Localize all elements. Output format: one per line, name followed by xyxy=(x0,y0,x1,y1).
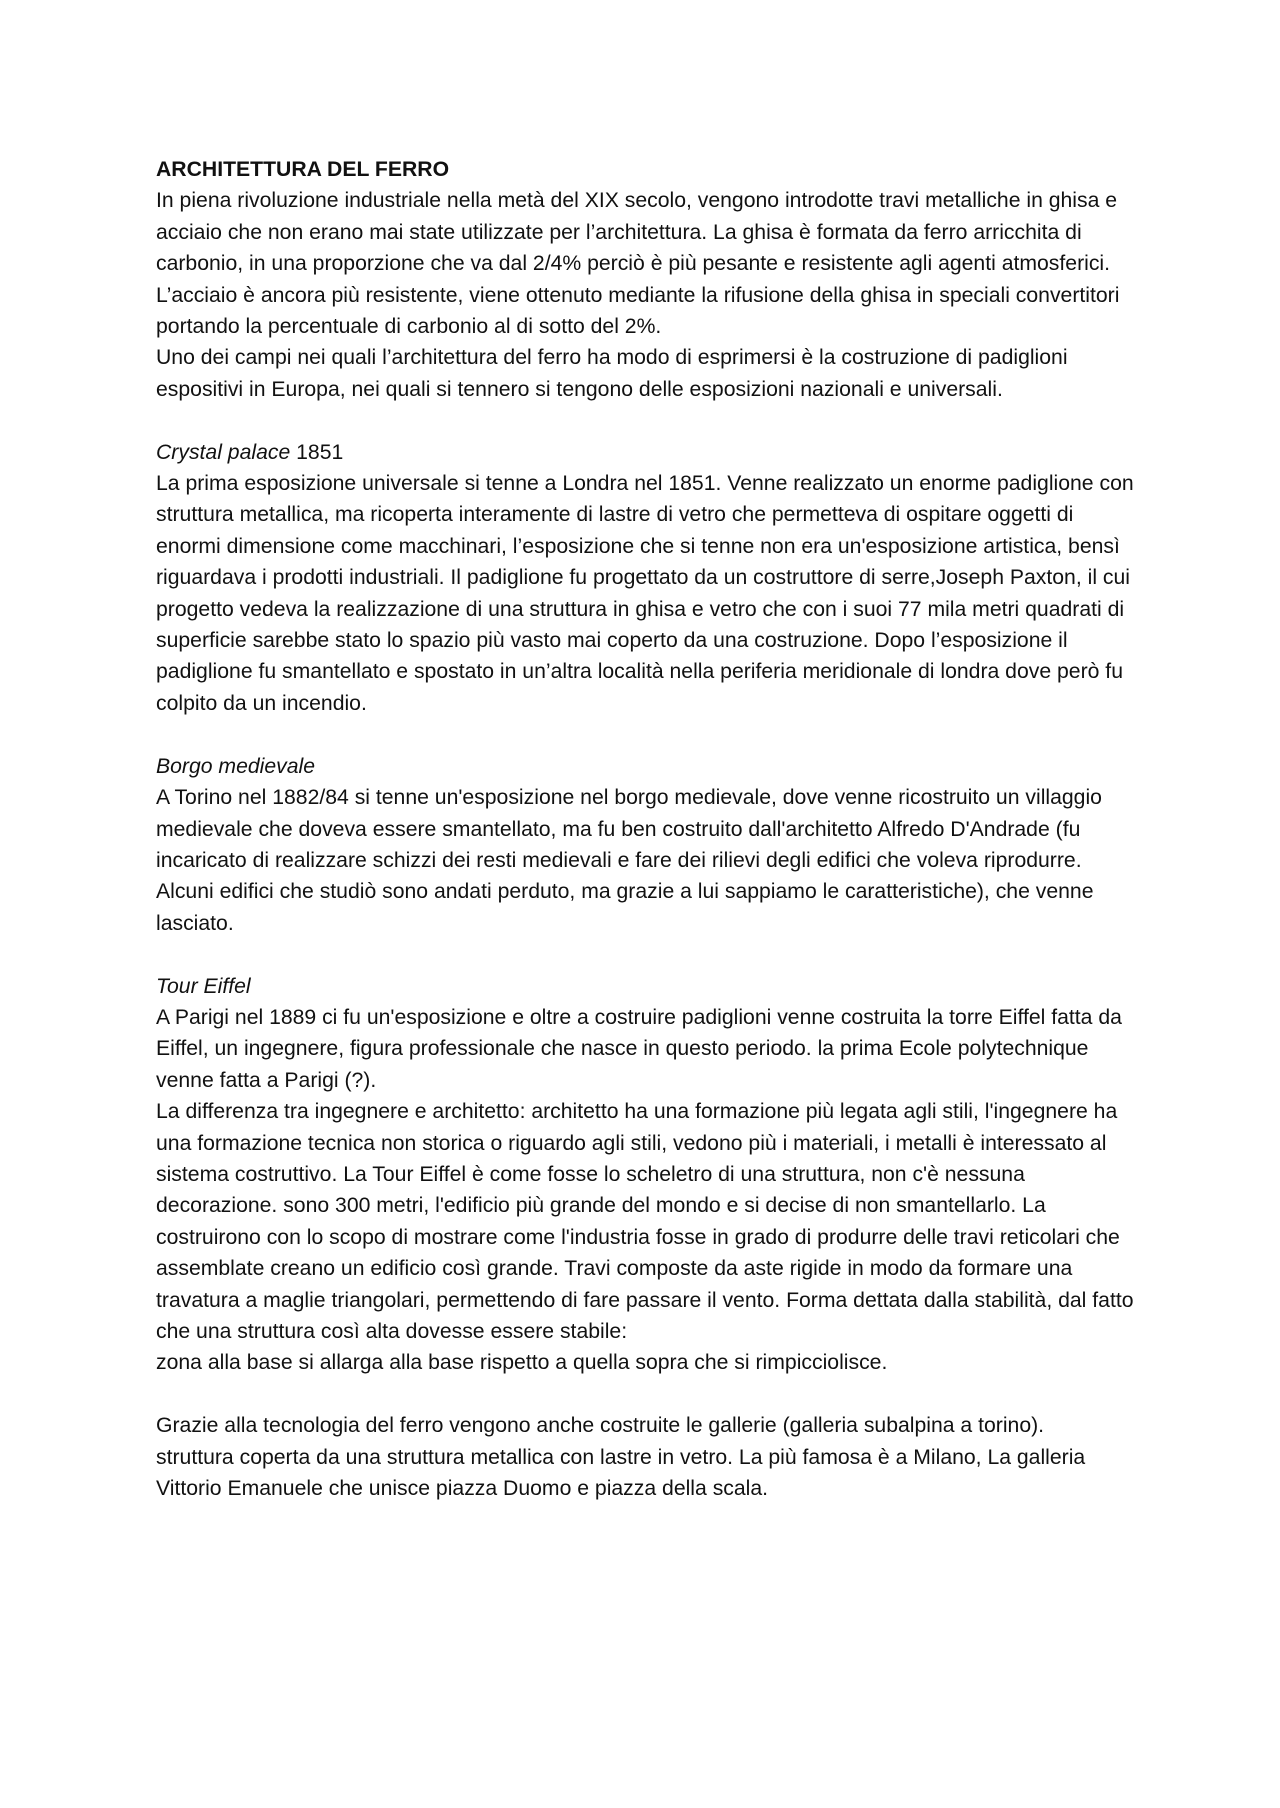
crystal-heading-year: 1851 xyxy=(290,440,344,464)
borgo-medievale-paragraph: A Torino nel 1882/84 si tenne un'esposizione nel borgo medievale, dove venne ricostruito un villaggio medievale che doveva essere smantellato, ma fu ben costruito dall'architetto Alfredo D'Andrade (fu incaricato di realizzare schizzi dei resti medievali e fare dei rilievi degli edifici che voleva riprodurre. Alcuni edifici che studiò sono andati perduto, ma grazie a lui sappiamo le caratteristiche), che venne lasciato. xyxy=(156,786,1102,935)
intro-paragraph-2: L’acciaio è ancora più resistente, viene ottenuto mediante la rifusione della ghisa in speciali convertitori portando la percentuale di carbonio al di sotto del 2%. xyxy=(156,283,1120,339)
gallerie-paragraph-1: Grazie alla tecnologia del ferro vengono anche costruite le gallerie (galleria subalpina a torino). xyxy=(156,1414,1045,1438)
document-page xyxy=(156,154,1138,1504)
spacer xyxy=(156,405,1138,436)
spacer xyxy=(156,939,1138,970)
section-heading-crystal-palace xyxy=(156,437,1138,468)
section-heading-tour-eiffel xyxy=(156,971,1138,1002)
spacer xyxy=(156,1379,1138,1410)
tour-eiffel-paragraph-3: zona alla base si allarga alla base rispetto a quella sopra che si rimpicciolisce. xyxy=(156,1351,888,1375)
tour-eiffel-paragraph-2: La differenza tra ingegnere e architetto: architetto ha una formazione più legata agli stili, l'ingegnere ha una formazione tecnica non storica o riguardo agli stili, vedono più i materiali, i metalli è interessato al sistema costruttivo. La Tour Eiffel è come fosse lo scheletro di una struttura, non c'è nessuna decorazione. sono 300 metri, l'edificio più grande del mondo e si decise di non smantellarlo. La costruirono con lo scopo di mostrare come l'industria fosse in grado di produrre delle travi reticolari che assemblate creano un edificio così grande. Travi composte da aste rigide in modo da formare una travatura a maglie triangolari, permettendo di fare passare il vento. Forma dettata dalla stabilità, dal fatto che una struttura così alta dovesse essere stabile: xyxy=(156,1100,1134,1343)
intro-paragraph-3: Uno dei campi nei quali l’architettura del ferro ha modo di esprimersi è la costruzione di padiglioni espositivi in Europa, nei quali si tennero si tengono delle esposizioni nazionali e universali. xyxy=(156,346,1068,401)
eiffel-heading-italic: Tour Eiffel xyxy=(156,974,251,998)
spacer xyxy=(156,719,1138,750)
intro-paragraph-1: In piena rivoluzione industriale nella metà del XIX secolo, vengono introdotte travi metalliche in ghisa e acciaio che non erano mai state utilizzate per l’architettura. La ghisa è formata da ferro arricchita di carbonio, in una proporzione che va dal 2/4% perciò è più pesante e resistente agli agenti atmosferici. xyxy=(156,189,1118,276)
crystal-palace-paragraph: La prima esposizione universale si tenne a Londra nel 1851. Venne realizzato un enorme padiglione con struttura metallica, ma ricoperta interamente di lastre di vetro che permetteva di ospitare oggetti di enormi dimensione come macchinari, l’esposizione che si tenne non era un'esposizione artistica, bensì riguardava i prodotti industriali. Il padiglione fu progettato da un costruttore di serre,Joseph Paxton, il cui progetto vedeva la realizzazione di una struttura in ghisa e vetro che con i suoi 77 mila metri quadrati di superficie sarebbe stato lo spazio più vasto mai coperto da una costruzione. Dopo l’esposizione il padiglione fu smantellato e spostato in un’altra località nella periferia meridionale di londra dove però fu colpito da un incendio. xyxy=(156,472,1134,715)
tour-eiffel-paragraph-1: A Parigi nel 1889 ci fu un'esposizione e oltre a costruire padiglioni venne costruita la torre Eiffel fatta da Eiffel, un ingegnere, figura professionale che nasce in questo periodo. la prima Ecole polytechnique venne fatta a Parigi (?). xyxy=(156,1005,1122,1092)
document-title: ARCHITETTURA DEL FERRO xyxy=(156,158,450,181)
borgo-heading-italic: Borgo medievale xyxy=(156,754,315,778)
crystal-heading-italic: Crystal palace xyxy=(156,440,291,464)
gallerie-paragraph-2: struttura coperta da una struttura metallica con lastre in vetro. La più famosa è a Milano, La galleria Vittorio Emanuele che unisce piazza Duomo e piazza della scala. xyxy=(156,1445,1086,1500)
section-heading-borgo-medievale xyxy=(156,751,1138,782)
